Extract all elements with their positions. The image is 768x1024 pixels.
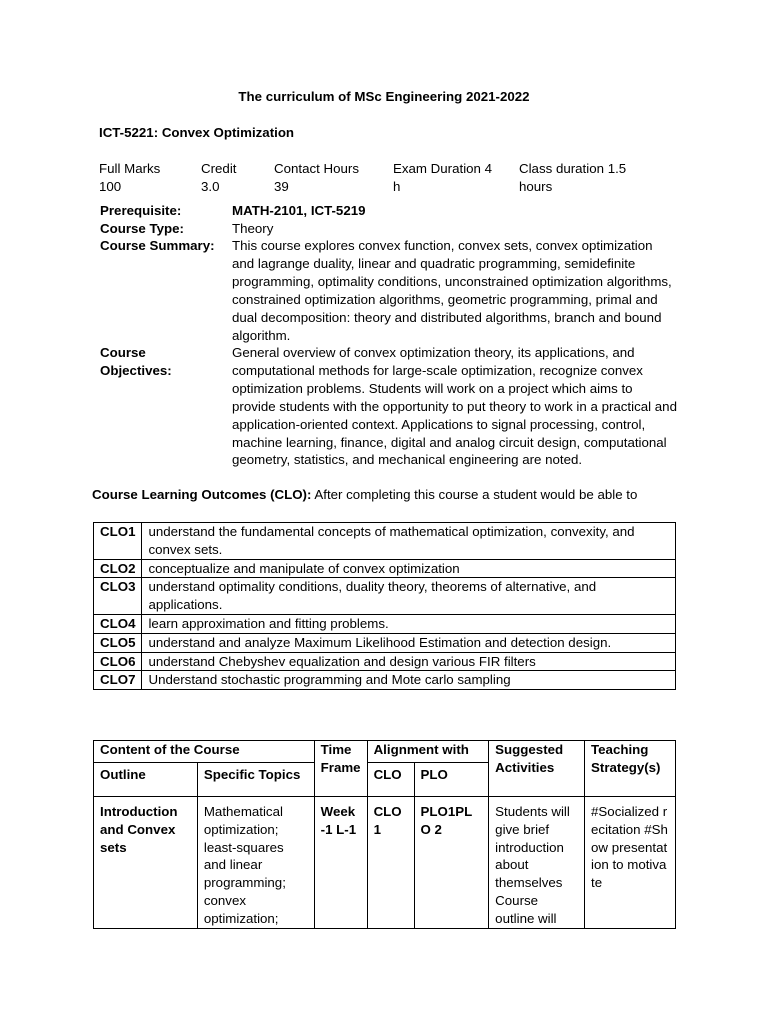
course-objectives-value: General overview of convex optimization theory, its applications, and computational methods for large-scale optimization, recognize convex optimization problems. Students will work on a project which aims to provide students with the opportunity to put theory to work in a practical and application-oriented context. Applications to signal processing, control, machine learning, finance, digital and analog circuit design, computational geometry, statistics, and mechanical engineering are noted. <box>232 345 677 468</box>
header-time-frame: Time Frame <box>314 741 367 797</box>
course-content-table <box>93 740 676 929</box>
table-row: CLO2 conceptualize and manipulate of convex optimization <box>94 559 676 578</box>
header-alignment: Alignment with <box>367 741 489 763</box>
course-type-label: Course Type: <box>100 221 184 236</box>
header-outline: Outline <box>94 763 198 797</box>
table-row: CLO7 Understand stochastic programming and Mote carlo sampling <box>94 671 676 690</box>
table-row: Introduction and Convex sets Mathematical optimization; least-squares and linear programming; convex optimization; Week -1 L-1 CLO 1 PLO1PLO 2 Students will give brief introduction about themselves Course outline will #Socialized recitation #Show presentation to motivate <box>94 797 676 929</box>
credit: Credit 3.0 <box>201 161 237 194</box>
header-plo: PLO <box>414 763 489 797</box>
prerequisite-label: Prerequisite: <box>100 203 182 218</box>
full-marks: Full Marks 100 <box>99 161 161 194</box>
header-activities: Suggested Activities <box>489 741 585 797</box>
course-summary-label: Course Summary: <box>100 238 215 253</box>
prerequisite-value: MATH-2101, ICT-5219 <box>232 203 366 218</box>
header-content: Content of the Course <box>94 741 315 763</box>
clo-table <box>93 522 676 690</box>
header-clo: CLO <box>367 763 414 797</box>
clo-intro: Course Learning Outcomes (CLO): After completing this course a student would be able to <box>92 487 638 502</box>
course-summary-value: This course explores convex function, convex sets, convex optimization and lagrange duality, linear and quadratic programming, semidefinite programming, optimality conditions, unconstrained optimization algorithms, constrained optimization algorithms, geometric programming, primal and dual decomposition: theory and distributed algorithms, branch and bound algorithm. <box>232 238 672 343</box>
contact-hours: Contact Hours 39 <box>274 161 359 194</box>
table-row: CLO4 learn approximation and fitting problems. <box>94 614 676 633</box>
course-type-value: Theory <box>232 221 274 236</box>
course-objectives-label: Course Objectives: <box>100 345 172 378</box>
document-title: The curriculum of MSc Engineering 2021-2022 <box>238 89 530 104</box>
header-teaching: Teaching Strategy(s) <box>585 741 676 797</box>
exam-duration: Exam Duration 4 h <box>393 161 493 194</box>
table-row: CLO3 understand optimality conditions, duality theory, theorems of alternative, and applications. <box>94 578 676 615</box>
course-code-title: ICT-5221: Convex Optimization <box>99 125 295 140</box>
header-topics: Specific Topics <box>197 763 314 797</box>
table-row: CLO5 understand and analyze Maximum Likelihood Estimation and detection design. <box>94 633 676 652</box>
table-header-row <box>94 741 676 763</box>
table-row: CLO6 understand Chebyshev equalization and design various FIR filters <box>94 652 676 671</box>
table-row: CLO1 understand the fundamental concepts of mathematical optimization, convexity, and convex sets. <box>94 523 676 560</box>
class-duration: Class duration 1.5 hours <box>519 161 627 194</box>
